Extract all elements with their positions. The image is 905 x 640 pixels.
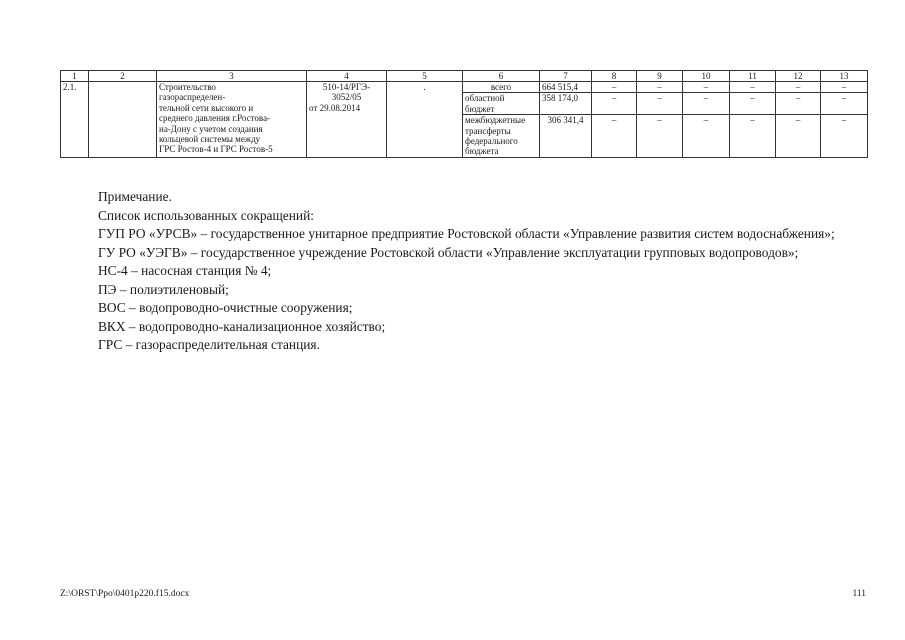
dash-cell: – xyxy=(821,115,868,158)
dash-cell: – xyxy=(730,115,776,158)
header-cell: 6 xyxy=(463,71,540,82)
abbreviation-item: ГУ РО «УЭГВ» – государственное учреждение Ростовской области «Управление эксплуатации групповых водопроводов»; xyxy=(98,244,799,260)
header-cell: 7 xyxy=(540,71,592,82)
dash-cell: – xyxy=(683,82,730,93)
col5-cell: . xyxy=(387,82,463,158)
row-col2 xyxy=(89,82,157,158)
abbreviation-item: ВОС – водопроводно-очистные сооружения; xyxy=(98,300,353,315)
document-line: 510-14/РГЭ- xyxy=(322,82,371,92)
abbreviation-item: ГРС – газораспределительная станция. xyxy=(98,337,320,352)
source-cell xyxy=(463,93,540,115)
header-cell: 2 xyxy=(89,71,157,82)
header-cell: 10 xyxy=(683,71,730,82)
table-row xyxy=(61,82,868,93)
dash-cell: – xyxy=(730,82,776,93)
amount-cell: 358 174,0 xyxy=(540,93,592,115)
object-name-line: тельной сети высокого и xyxy=(159,102,254,113)
header-cell: 11 xyxy=(730,71,776,82)
document-cell xyxy=(307,82,387,158)
dash-cell: – xyxy=(592,93,637,115)
dash-cell: – xyxy=(821,82,868,93)
dash-cell: – xyxy=(637,93,683,115)
source-line: трансферты xyxy=(465,125,511,136)
source-cell: всего xyxy=(463,82,540,93)
source-line: бюджета xyxy=(465,146,499,157)
document-line: от 29.08.2014 xyxy=(309,102,361,113)
object-name-line: ГРС Ростов-4 и ГРС Ростов-5 xyxy=(159,144,273,155)
amount-cell: 664 515,4 xyxy=(540,82,592,93)
object-name-line: на-Дону с учетом создания xyxy=(159,123,263,134)
row-number: 2.1. xyxy=(61,82,89,158)
object-name-cell xyxy=(157,82,307,158)
notes-title: Примечание. xyxy=(98,189,172,204)
dash-cell: – xyxy=(637,82,683,93)
footer-file-path: Z:\ORST\Ppo\0401p220.f15.docx xyxy=(60,589,190,599)
table-header-row xyxy=(61,71,868,82)
dash-cell: – xyxy=(730,93,776,115)
header-cell: 13 xyxy=(821,71,868,82)
object-name-line: газораспределен- xyxy=(159,92,226,103)
header-cell: 8 xyxy=(592,71,637,82)
source-line: федерального xyxy=(465,136,518,147)
object-name-line: кольцевой системы между xyxy=(159,134,261,145)
amount-cell: 306 341,4 xyxy=(540,115,592,158)
abbreviation-item: ПЭ – полиэтиленовый; xyxy=(98,281,229,297)
notes-section xyxy=(60,188,867,355)
object-name-line: Строительство xyxy=(159,82,216,92)
dash-cell: – xyxy=(683,115,730,158)
header-cell: 5 xyxy=(387,71,463,82)
dash-cell: – xyxy=(776,82,821,93)
page-number: 111 xyxy=(852,589,866,599)
dash-cell: – xyxy=(637,115,683,158)
dash-cell: – xyxy=(592,115,637,158)
abbreviation-item: ГУП РО «УРСВ» – государственное унитарное предприятие Ростовской области «Управление развития систем водоснабжения»; xyxy=(98,226,835,241)
source-line: бюджет xyxy=(465,103,495,114)
object-name-line: среднего давления г.Ростова- xyxy=(159,113,271,124)
dash-cell: – xyxy=(821,93,868,115)
header-cell: 1 xyxy=(61,71,89,82)
dash-cell: – xyxy=(683,93,730,115)
dash-cell: – xyxy=(592,82,637,93)
header-cell: 12 xyxy=(776,71,821,82)
source-cell xyxy=(463,115,540,158)
header-cell: 3 xyxy=(157,71,307,82)
source-line: областной xyxy=(465,93,505,104)
dash-cell: – xyxy=(776,93,821,115)
header-cell: 4 xyxy=(307,71,387,82)
program-table xyxy=(60,70,868,158)
header-cell: 9 xyxy=(637,71,683,82)
document-line: 3052/05 xyxy=(331,92,362,103)
abbreviation-item: ВКХ – водопроводно-канализационное хозяйство; xyxy=(98,318,386,334)
dash-cell: – xyxy=(776,115,821,158)
abbreviation-item: НС-4 – насосная станция № 4; xyxy=(98,263,272,278)
source-line: межбюджетные xyxy=(465,115,526,126)
notes-subtitle: Список использованных сокращений: xyxy=(98,207,314,223)
